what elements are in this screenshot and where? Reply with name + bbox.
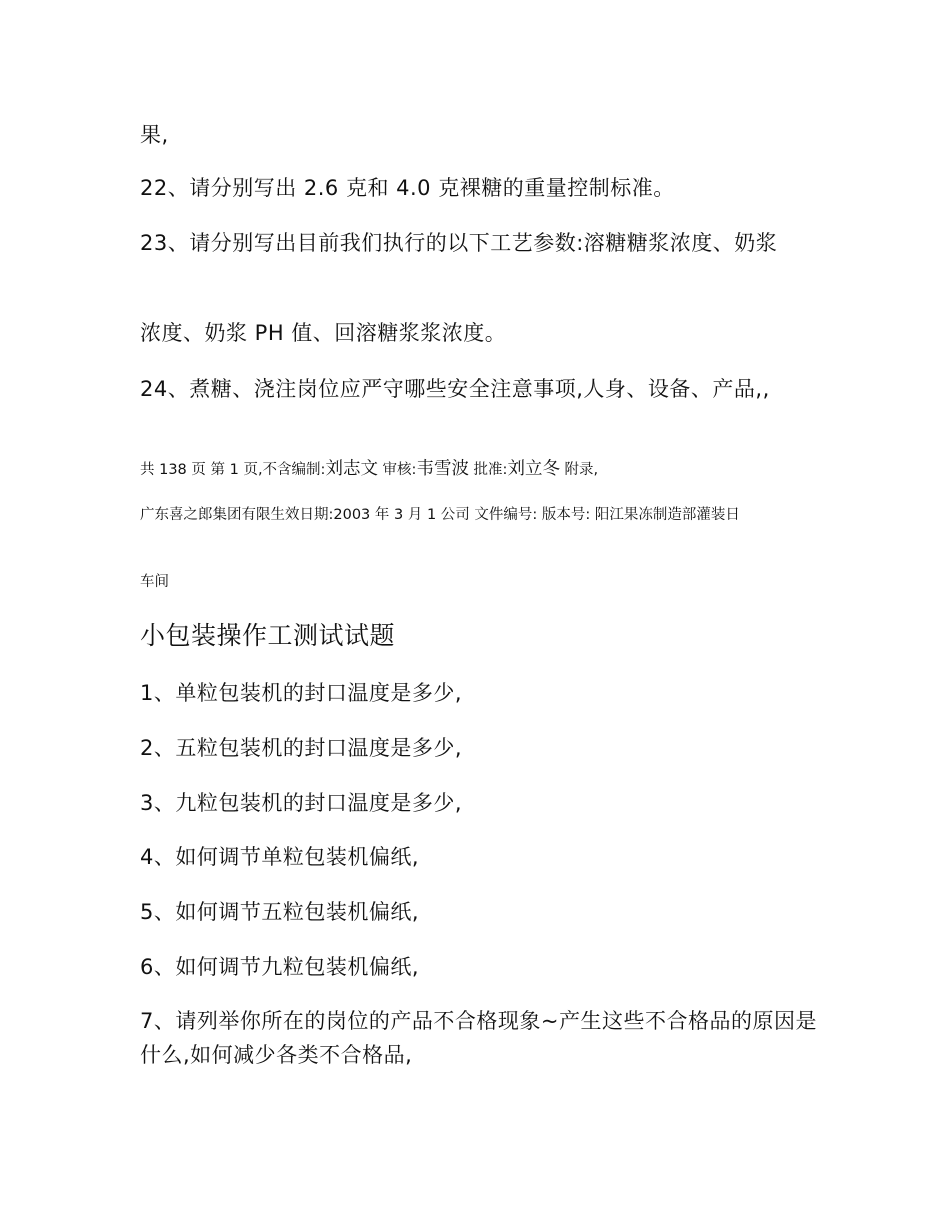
footer-reviewer: 韦雪波 bbox=[416, 459, 469, 479]
question-2: 2、五粒包装机的封口温度是多少, bbox=[140, 736, 463, 760]
question-23: 23、请分别写出目前我们执行的以下工艺参数:溶糖糖浆浓度、奶浆 bbox=[140, 231, 778, 255]
question-7: 7、请列举你所在的岗位的产品不合格现象~产生这些不合格品的原因是什么,如何减少各类不合格品, bbox=[140, 1009, 817, 1067]
question-1: 1、单粒包装机的封口温度是多少, bbox=[140, 681, 463, 705]
question-4: 4、如何调节单粒包装机偏纸, bbox=[140, 845, 420, 869]
footer-signature-line bbox=[140, 458, 820, 481]
question-22: 22、请分别写出 2.6 克和 4.0 克裸糖的重量控制标准。 bbox=[140, 176, 675, 200]
footer-company-line: 广东喜之郎集团有限生效日期:2003 年 3 月 1 公司 文件编号: 版本号: 阳江果冻制造部灌装日 bbox=[140, 507, 740, 523]
footer-author: 刘志文 bbox=[325, 459, 378, 479]
footer-workshop: 车间 bbox=[140, 574, 169, 590]
paragraph-top-fragment: 果, bbox=[140, 123, 169, 147]
question-24: 24、煮糖、浇注岗位应严守哪些安全注意事项,人身、设备、产品,, bbox=[140, 377, 770, 401]
footer-review-label: 审核: bbox=[377, 462, 417, 478]
footer-approver: 刘立冬 bbox=[507, 459, 560, 479]
question-3: 3、九粒包装机的封口温度是多少, bbox=[140, 791, 463, 815]
question-23-continued: 浓度、奶浆 PH 值、回溶糖浆浆浓度。 bbox=[140, 321, 507, 345]
exam-title: 小包装操作工测试试题 bbox=[140, 621, 396, 650]
footer-page-info: 共 138 页 第 1 页,不含编制: bbox=[140, 462, 326, 478]
question-6: 6、如何调节九粒包装机偏纸, bbox=[140, 955, 420, 979]
question-5: 5、如何调节五粒包装机偏纸, bbox=[140, 900, 420, 924]
footer-approve-label: 批准: bbox=[468, 462, 508, 478]
footer-appendix: 附录, bbox=[559, 462, 599, 478]
